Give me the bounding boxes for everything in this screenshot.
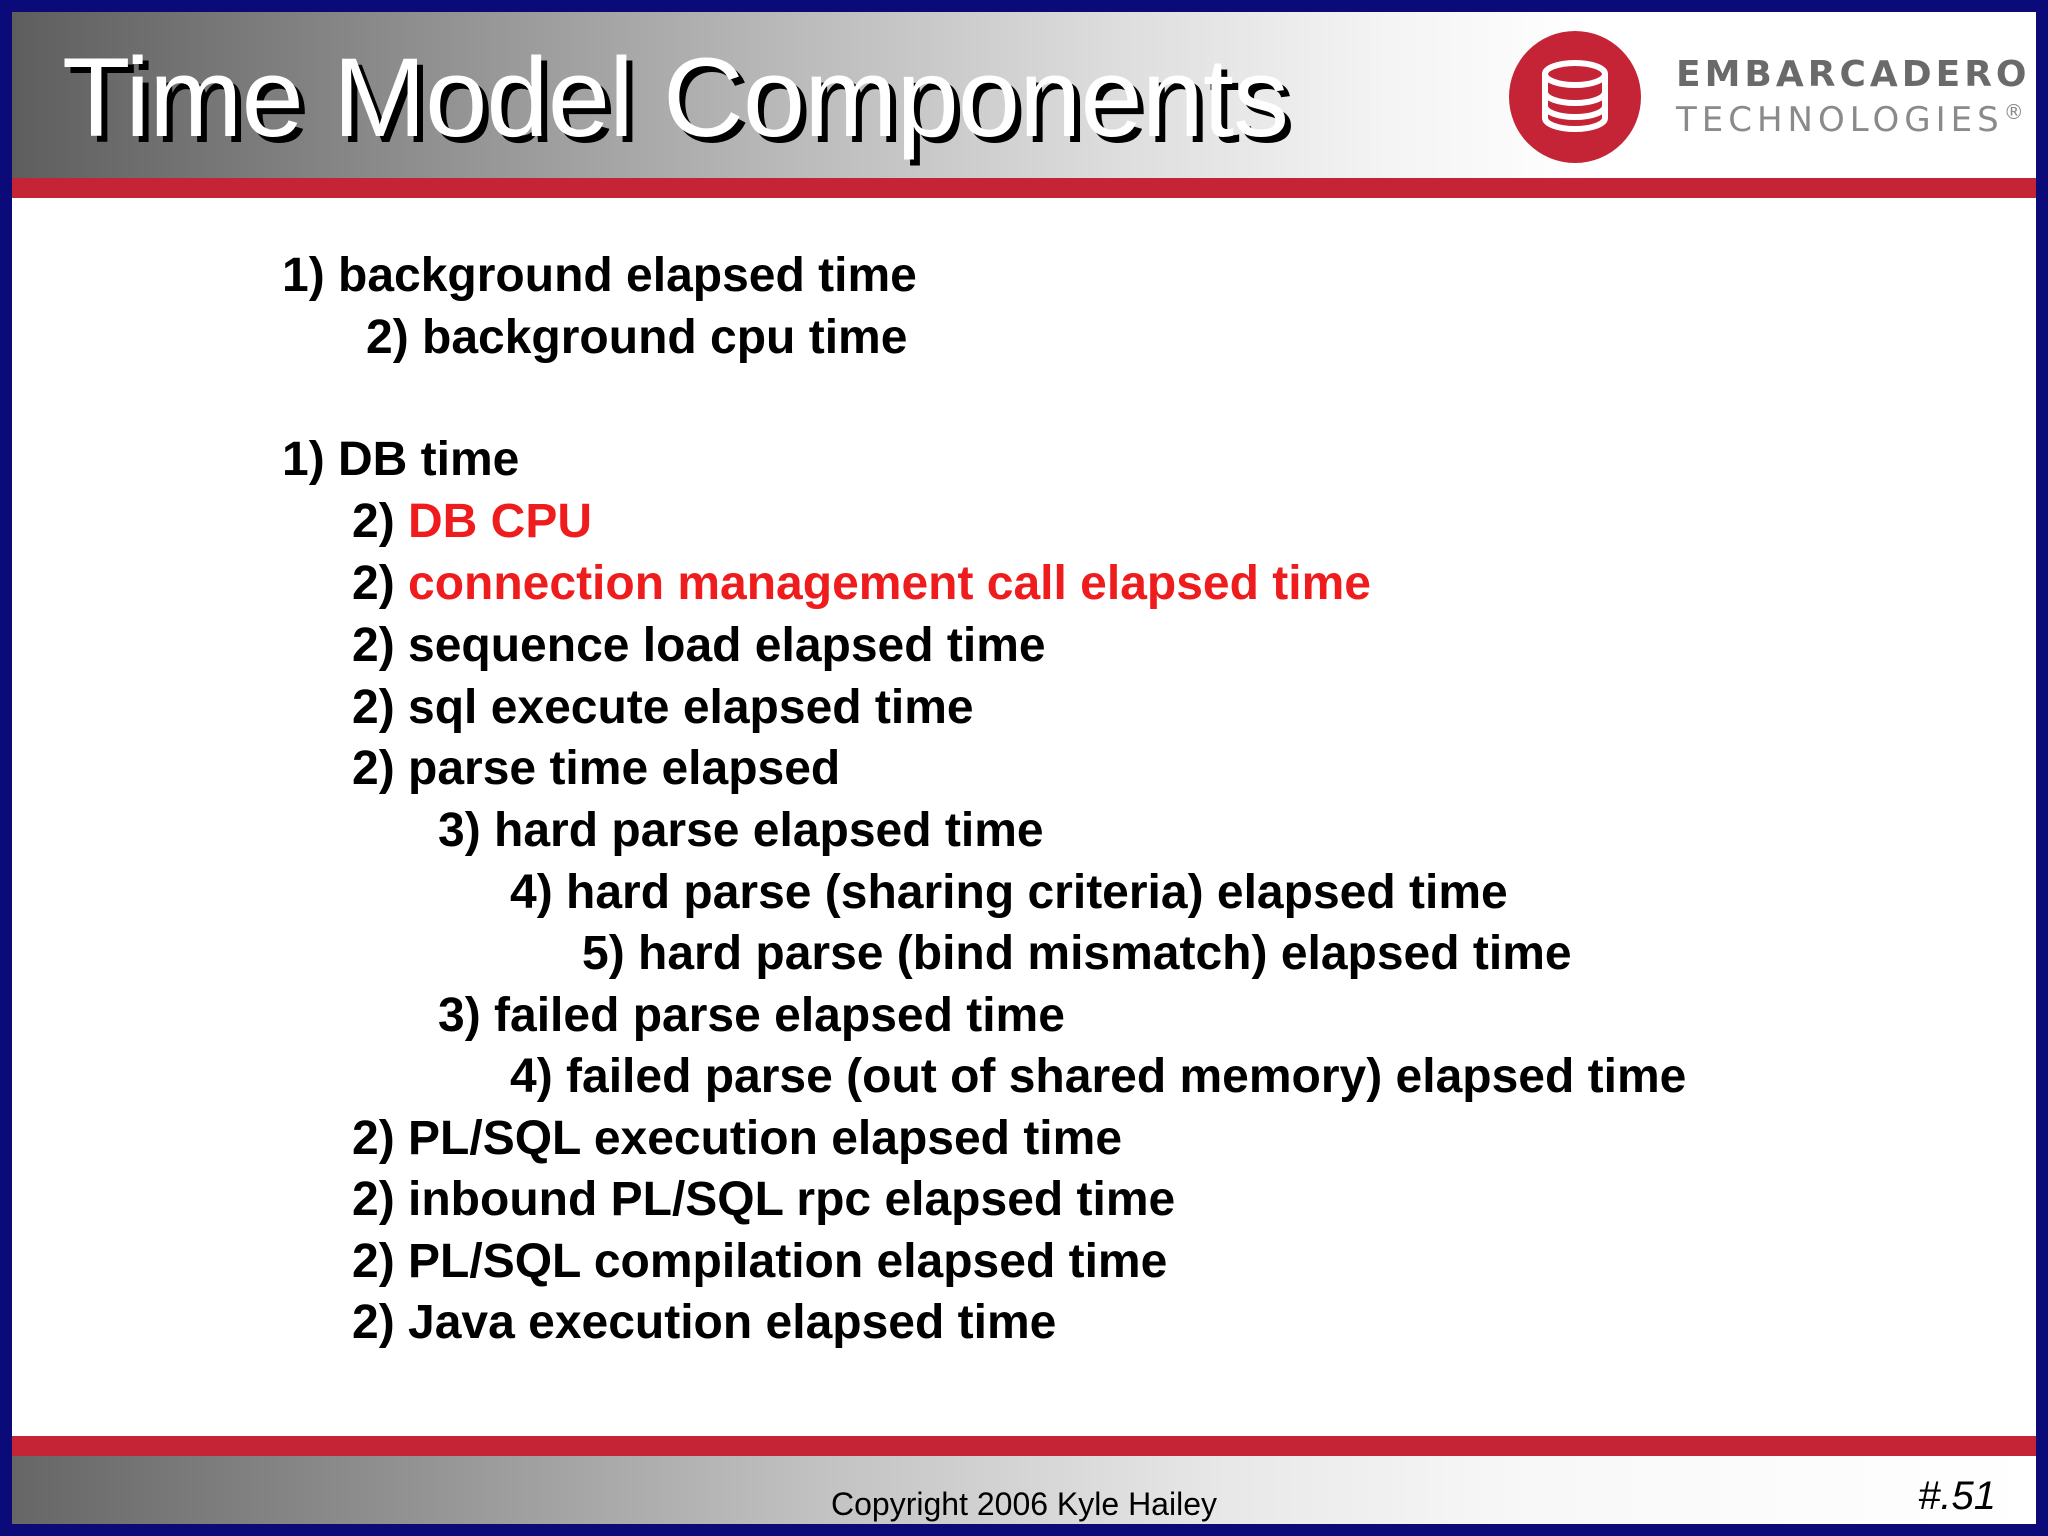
list-item-number: 1)	[282, 249, 339, 302]
list-item-number: 1)	[282, 433, 339, 486]
logo-wordmark-line1: EMBARCADERO	[1676, 54, 2031, 95]
list-item	[282, 248, 917, 304]
list-item-label: hard parse (sharing criteria) elapsed time	[566, 866, 1508, 919]
list-item-number: 2)	[352, 1173, 409, 1226]
list-item	[352, 1111, 1122, 1167]
list-item	[510, 1049, 1686, 1105]
list-item-label: background elapsed time	[338, 249, 917, 302]
list-item-number: 2)	[352, 681, 409, 734]
list-item-number: 2)	[352, 1112, 409, 1165]
list-item	[352, 618, 1046, 674]
list-item-label: DB CPU	[408, 495, 593, 548]
list-item	[352, 741, 840, 797]
list-item-number: 5)	[582, 927, 639, 980]
footer-accent-bar	[12, 1436, 2036, 1456]
list-item-number: 4)	[510, 866, 567, 919]
list-item	[582, 926, 1572, 982]
page-title: Time Model Components	[62, 35, 1289, 160]
list-item-label: DB time	[338, 433, 520, 486]
list-item	[438, 803, 1044, 859]
list-item	[352, 680, 974, 736]
list-item-number: 2)	[352, 495, 409, 548]
list-item-label: connection management call elapsed time	[408, 557, 1371, 610]
logo-wordmark-line2-text: TECHNOLOGIES	[1676, 100, 2004, 140]
list-item-number: 2)	[352, 619, 409, 672]
list-item	[352, 1234, 1167, 1290]
list-item-label: background cpu time	[422, 311, 908, 364]
list-item-label: sql execute elapsed time	[408, 681, 974, 734]
list-item-label: failed parse elapsed time	[494, 989, 1065, 1042]
copyright-text: Copyright 2006 Kyle Hailey	[831, 1486, 1217, 1522]
list-item-label: Java execution elapsed time	[408, 1296, 1057, 1349]
list-item	[438, 988, 1065, 1044]
list-item-label: failed parse (out of shared memory) elapsed time	[566, 1050, 1687, 1103]
list-item-label: parse time elapsed	[408, 742, 841, 795]
list-item-label: hard parse (bind mismatch) elapsed time	[638, 927, 1572, 980]
list-item-number: 2)	[352, 742, 409, 795]
list-item	[352, 494, 592, 550]
list-item-number: 4)	[510, 1050, 567, 1103]
list-item-number: 3)	[438, 804, 495, 857]
list-item-number: 2)	[366, 311, 423, 364]
list-item	[352, 1295, 1056, 1351]
list-item-label: sequence load elapsed time	[408, 619, 1046, 672]
list-item-label: PL/SQL compilation elapsed time	[408, 1235, 1168, 1288]
list-item-label: inbound PL/SQL rpc elapsed time	[408, 1173, 1176, 1226]
list-item	[352, 556, 1371, 612]
page-number: #.51	[1918, 1474, 1996, 1518]
list-item-number: 2)	[352, 1296, 409, 1349]
list-item-label: hard parse elapsed time	[494, 804, 1044, 857]
list-item	[366, 310, 907, 366]
list-item	[282, 432, 519, 488]
list-item	[510, 865, 1508, 921]
list-item-label: PL/SQL execution elapsed time	[408, 1112, 1123, 1165]
registered-mark: ®	[2003, 100, 2024, 124]
list-item-number: 2)	[352, 1235, 409, 1288]
list-item	[352, 1172, 1175, 1228]
list-item-number: 3)	[438, 989, 495, 1042]
list-item-number: 2)	[352, 557, 409, 610]
slide-body	[12, 12, 2036, 1524]
